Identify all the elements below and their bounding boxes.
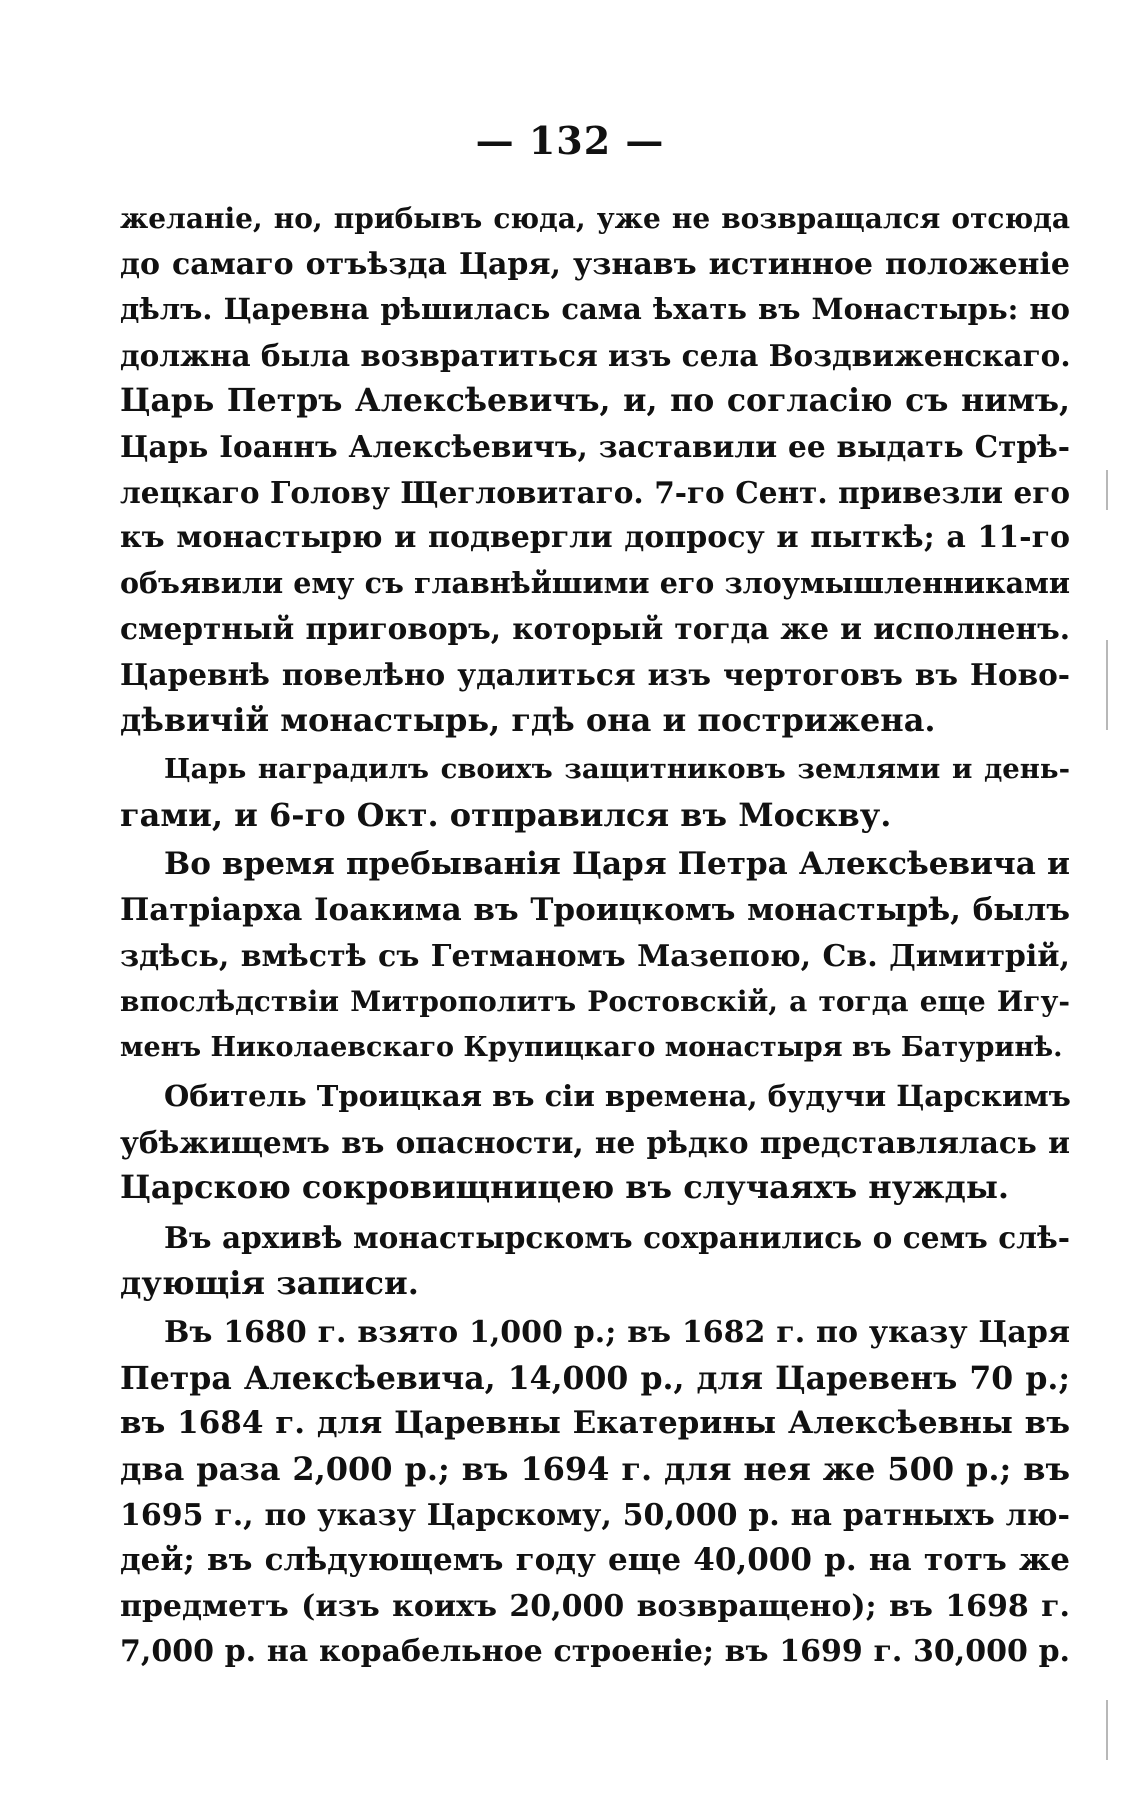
text-line: Царь наградилъ своихъ защитниковъ землями и день-: [164, 753, 1070, 786]
scan-edge-mark: [1106, 1700, 1108, 1760]
text-line: Царь Іоаннъ Алексѣевичъ, заставили ее выдать Стрѣ-: [120, 428, 1070, 464]
text-line: Въ архивѣ монастырскомъ сохранились о семъ слѣ-: [164, 1220, 1070, 1256]
text-line: гами, и 6-го Окт. отправился въ Москву.: [120, 795, 892, 834]
text-line: Царь Петръ Алексѣевичъ, и, по согласію съ нимъ,: [120, 382, 1070, 420]
text-line: объявили ему съ главнѣйшими его злоумышленниками: [120, 565, 1070, 600]
text-line: Во время пребыванія Царя Петра Алексѣевича и: [164, 846, 1070, 883]
text-line: убѣжищемъ въ опасности, не рѣдко представлялась и: [120, 1124, 1070, 1160]
text-line: Въ 1680 г. взято 1,000 р.; въ 1682 г. по указу Царя: [164, 1315, 1070, 1351]
paragraph: [120, 1310, 1070, 1675]
text-line: смертный приговоръ, который тогда же и исполненъ.: [120, 611, 1070, 647]
scan-edge-mark: [1106, 470, 1108, 510]
text-line: 7,000 р. на корабельное строеніе; въ 1699 г. 30,000 р.: [120, 1634, 1070, 1670]
text-line: до самаго отъѣзда Царя, узнавъ истинное положеніе: [120, 246, 1070, 282]
text-line: желаніе, но, прибывъ сюда, уже не возвращался отсюда: [120, 202, 1070, 235]
text-line: дующія записи.: [120, 1263, 419, 1302]
paragraph: [120, 747, 1070, 838]
text-line: Царскою сокровищницею въ случаяхъ нужды.: [120, 1168, 1010, 1207]
text-line: менъ Николаевскаго Крупицкаго монастыря въ Батуринѣ.: [120, 1031, 1063, 1063]
scan-edge-mark: [1106, 640, 1108, 730]
page-number: — 132 —: [475, 118, 665, 163]
text-line: два раза 2,000 р.; въ 1694 г. для нея же 500 р.; въ: [120, 1450, 1070, 1489]
text-line: дей; въ слѣдующемъ году еще 40,000 р. на тотъ же: [120, 1542, 1070, 1579]
text-line: въ 1684 г. для Царевны Екатерины Алексѣевны въ: [120, 1405, 1070, 1442]
body-text: [120, 196, 1070, 1675]
text-line: дѣлъ. Царевна рѣшилась сама ѣхать въ Монастырь: но: [120, 292, 1070, 327]
text-line: дѣвичій монастырь, гдѣ она и пострижена.: [120, 700, 936, 739]
paragraph: [120, 842, 1070, 1070]
text-line: должна была возвратиться изъ села Воздвиженскаго.: [120, 337, 1071, 373]
text-line: Петра Алексѣевича, 14,000 р., для Царевенъ 70 р.;: [120, 1359, 1070, 1397]
text-line: впослѣдствіи Митрополитъ Ростовскій, а тогда еще Игу-: [120, 985, 1070, 1019]
text-line: Царевнѣ повелѣно удалиться изъ чертоговъ въ Ново-: [120, 656, 1070, 692]
text-line: предметъ (изъ коихъ 20,000 возвращено); въ 1698 г.: [120, 1588, 1070, 1624]
text-line: Обитель Троицкая въ сіи времена, будучи Царскимъ: [164, 1079, 1071, 1114]
text-line: здѣсь, вмѣстѣ съ Гетманомъ Мазепою, Св. Димитрій,: [120, 938, 1070, 974]
text-line: Патріарха Іоакима въ Троицкомъ монастырѣ, былъ: [120, 891, 1070, 928]
text-line: лецкаго Голову Щегловитаго. 7-го Сент. привезли его: [120, 474, 1070, 510]
paragraph: [120, 196, 1070, 743]
paragraph: [120, 1074, 1070, 1211]
text-line: 1695 г., по указу Царскому, 50,000 р. на ратныхъ лю-: [120, 1497, 1070, 1533]
text-line: къ монастырю и подвергли допросу и пыткѣ; а 11-го: [120, 520, 1070, 556]
paragraph: [120, 1215, 1070, 1306]
